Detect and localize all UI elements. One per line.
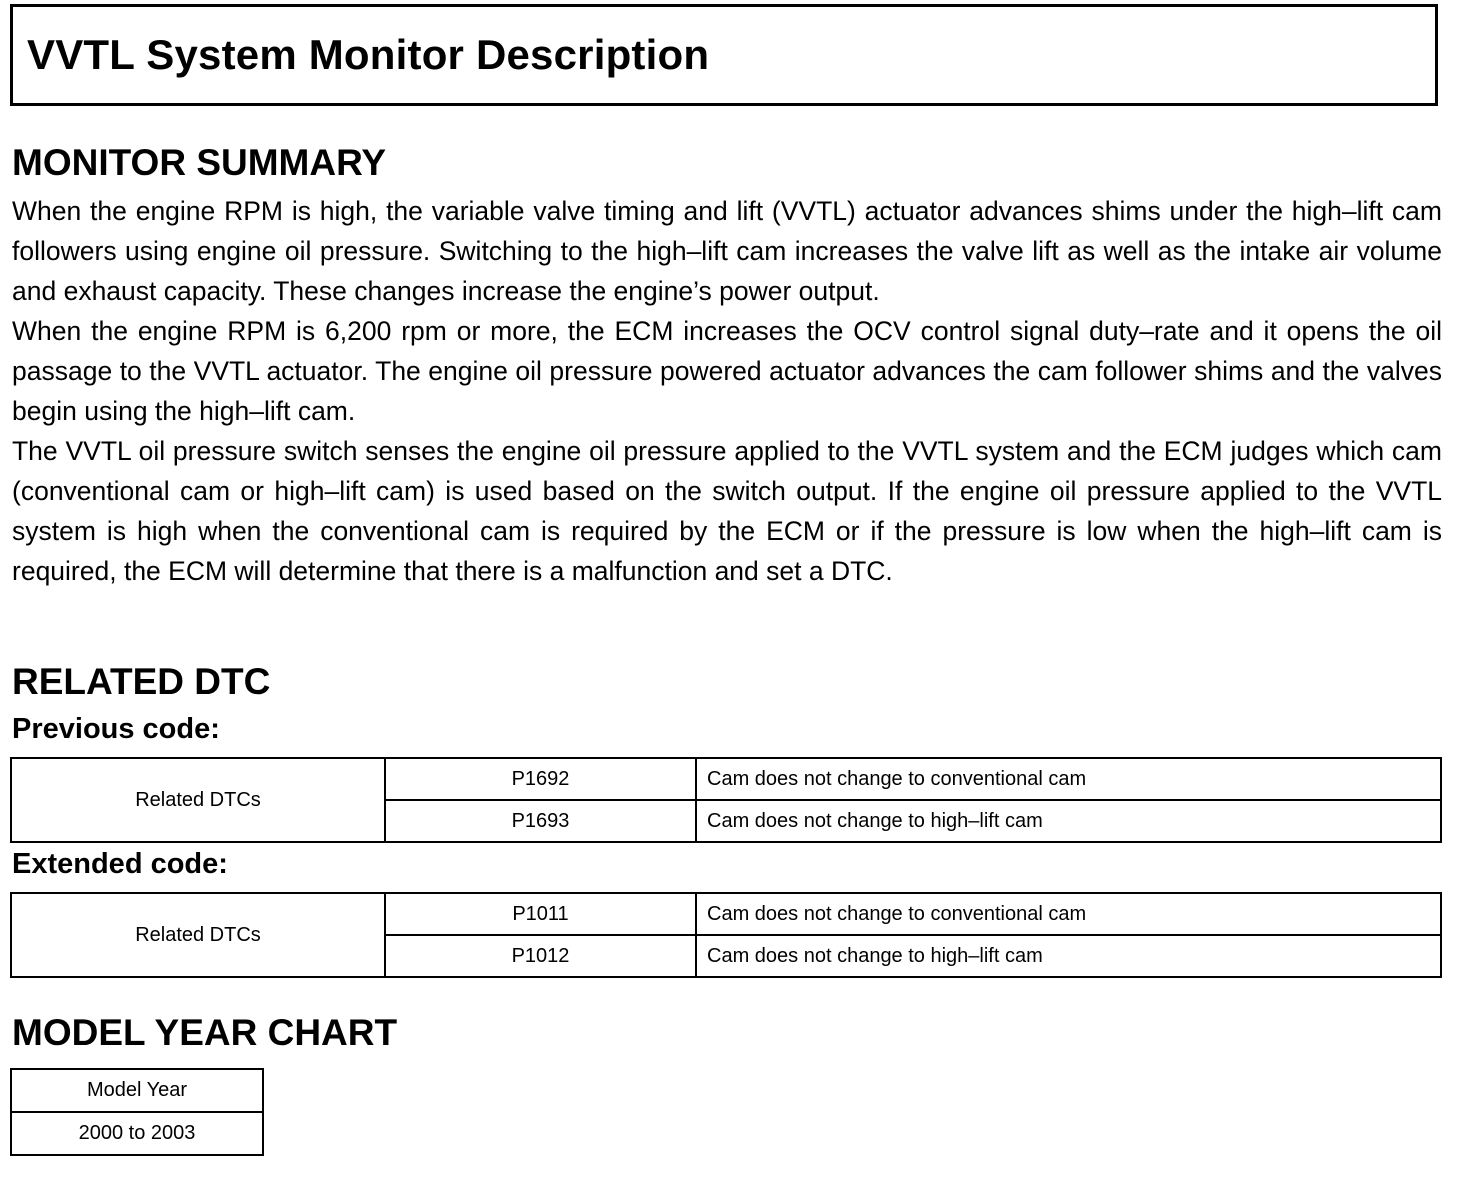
table-row	[11, 758, 1441, 800]
page-title: VVTL System Monitor Description	[27, 31, 710, 78]
dtc-code: P1692	[385, 758, 696, 800]
monitor-summary-heading: MONITOR SUMMARY	[12, 142, 387, 183]
related-dtc-heading: RELATED DTC	[12, 661, 271, 702]
model-year-chart-heading: MODEL YEAR CHART	[12, 1012, 398, 1053]
summary-paragraph-1: When the engine RPM is high, the variable valve timing and lift (VVTL) actuator advances shims under the high–lift cam followers using engine oil pressure. Switching to the high–lift cam increases the valve lift as well as the intake air volume and exhaust capacity. These changes increase the engine’s power output.	[12, 196, 1442, 306]
title-box	[10, 4, 1438, 106]
dtc-code: P1012	[385, 935, 696, 977]
monitor-summary-text	[12, 191, 1442, 591]
related-dtcs-cell: Related DTCs	[11, 758, 385, 842]
table-row	[11, 1069, 263, 1112]
table-row	[11, 1112, 263, 1155]
model-year-header: Model Year	[11, 1069, 263, 1112]
dtc-description: Cam does not change to high–lift cam	[696, 935, 1441, 977]
model-year-table	[10, 1068, 264, 1156]
table-row	[11, 893, 1441, 935]
dtc-description: Cam does not change to conventional cam	[696, 758, 1441, 800]
extended-code-label: Extended code:	[12, 848, 228, 880]
extended-code-table	[10, 892, 1442, 978]
dtc-code: P1693	[385, 800, 696, 842]
previous-code-label: Previous code:	[12, 713, 220, 745]
model-year-value: 2000 to 2003	[11, 1112, 263, 1155]
dtc-description: Cam does not change to conventional cam	[696, 893, 1441, 935]
summary-paragraph-3: The VVTL oil pressure switch senses the engine oil pressure applied to the VVTL system and the ECM judges which cam (conventional cam or high–lift cam) is used based on the switch output. If the engine oil pressure applied to the VVTL system is high when the conventional cam is required by the ECM or if the pressure is low when the high–lift cam is required, the ECM will determine that there is a malfunction and set a DTC.	[12, 436, 1442, 586]
dtc-description: Cam does not change to high–lift cam	[696, 800, 1441, 842]
summary-paragraph-2: When the engine RPM is 6,200 rpm or more, the ECM increases the OCV control signal duty–rate and it opens the oil passage to the VVTL actuator. The engine oil pressure powered actuator advances the cam follower shims and the valves begin using the high–lift cam.	[12, 316, 1442, 426]
previous-code-table	[10, 757, 1442, 843]
related-dtcs-cell: Related DTCs	[11, 893, 385, 977]
dtc-code: P1011	[385, 893, 696, 935]
